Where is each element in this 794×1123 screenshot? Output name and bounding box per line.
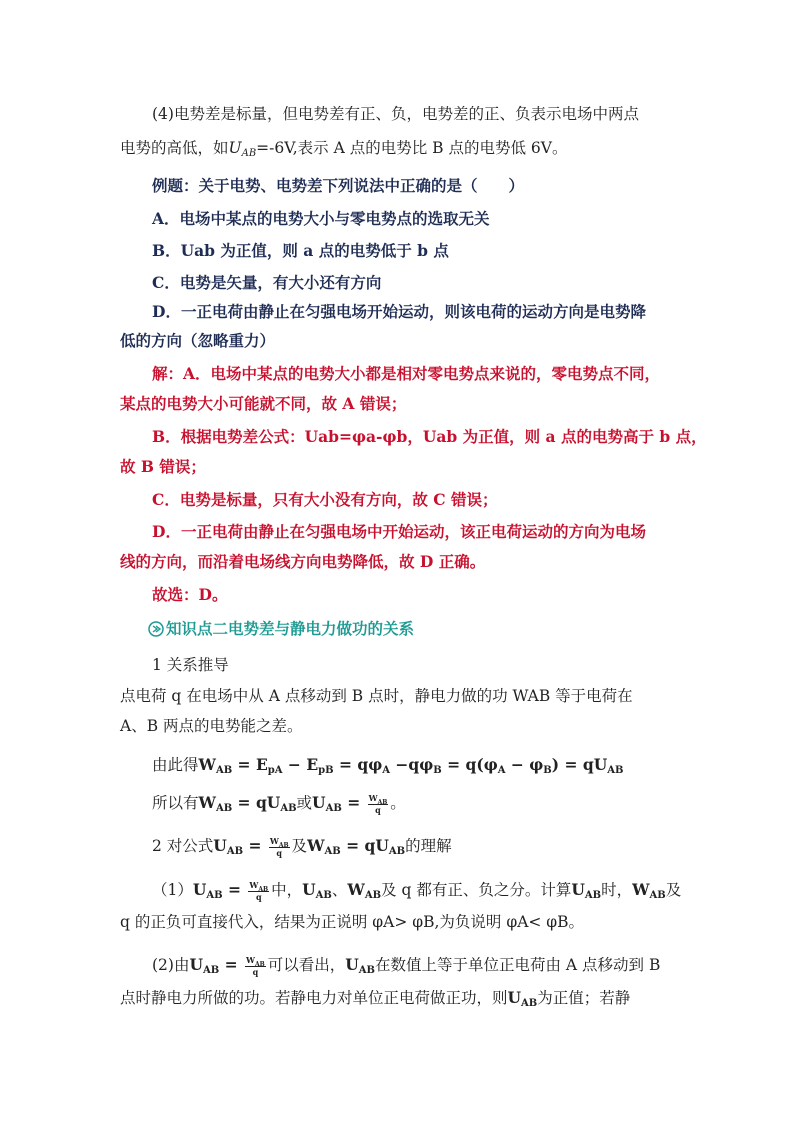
list-item: $(1)U_{AB}$ = $\frac{W_{AB}}{q}$ 中，$U_{AB}$、$W_{AB}$及 q 都有正、负之分。计算$U_{AB}$时，$W_{AB}$及 bbox=[152, 880, 682, 902]
paragraph-line: A、B 两点的电势能之差。 bbox=[120, 717, 303, 735]
subheading: 2 对公式$U_{AB}$ = $\frac{W_{AB}}{q}$ 及$W_{AB} = qU_{AB}$的理解 bbox=[152, 836, 452, 858]
formula-line bbox=[152, 793, 406, 814]
solution-line: 某点的电势大小可能就不同，故 A 错误； bbox=[120, 394, 407, 413]
option-d-cont: 低的方向（忽略重力） bbox=[120, 331, 276, 350]
text: 由此得 bbox=[152, 756, 199, 774]
option-b: B．Uab 为正值，则 a 点的电势低于 b 点 bbox=[152, 241, 449, 260]
solution-line: C．电势是标量，只有大小没有方向，故 C 错误； bbox=[152, 490, 498, 509]
formula-line bbox=[152, 755, 623, 775]
formula-w: $W_{AB} = qU_{AB}$ bbox=[198, 793, 297, 814]
option-a: A．电场中某点的电势大小与零电势点的选取无关 bbox=[152, 209, 490, 228]
solution-line: 故 B 错误； bbox=[120, 457, 206, 476]
list-item-cont: q 的正负可直接代入，结果为正说明 φA> φB,为负说明 φA< φB。 bbox=[120, 913, 585, 931]
section-heading bbox=[148, 619, 414, 639]
subheading: 1 关系推导 bbox=[152, 656, 229, 674]
paragraph-line bbox=[120, 138, 567, 158]
symbol-u: U bbox=[228, 139, 242, 157]
subscript: AB bbox=[241, 148, 257, 159]
text: 电势的高低，如 bbox=[120, 139, 229, 157]
solution-line: 解：A．电场中某点的电势大小都是相对零电势点来说的，零电势点不同， bbox=[152, 364, 661, 383]
option-d: D．一正电荷由静止在匀强电场开始运动，则该电荷的运动方向是电势降 bbox=[152, 302, 646, 321]
paragraph-line: 点电荷 q 在电场中从 A 点移动到 B 点时，静电力做的功 WAB 等于电荷在 bbox=[120, 687, 633, 705]
text: =-6V,表示 A 点的电势比 B 点的电势低 6V。 bbox=[256, 139, 568, 157]
solution-line: 线的方向，而沿着电场线方向电势降低，故 D 正确。 bbox=[120, 552, 486, 571]
formula-derivation: $W_{AB} = E_{pA} - E_{pB} = q\varphi_A -q\varphi_B = q(\varphi_A - \varphi_B) = qU_{AB}$ bbox=[198, 755, 624, 776]
list-item-cont: 点时静电力所做的功。若静电力对单位正电荷做正功，则$U_{AB}$为正值；若静 bbox=[120, 988, 631, 1009]
text: 或 bbox=[296, 794, 313, 812]
solution-answer: 故选：D。 bbox=[152, 585, 228, 604]
list-item: (2)由$U_{AB}$ = $\frac{W_{AB}}{q}$ 可以看出，$U_{AB}$在数值上等于单位正电荷由 A 点移动到 B bbox=[152, 955, 661, 977]
text: 。 bbox=[390, 794, 406, 812]
option-c: C．电势是矢量，有大小还有方向 bbox=[152, 273, 382, 292]
paragraph-line: (4)电势差是标量，但电势差有正、负，电势差的正、负表示电场中两点 bbox=[152, 105, 639, 123]
formula-u: $U_{AB}$ = $\frac{W_{AB}}{q}$ bbox=[312, 793, 388, 815]
formula-u: $U_{AB}$ = $\frac{W_{AB}}{q}$ bbox=[213, 836, 289, 858]
solution-line: B．根据电势差公式：Uab=φa-φb，Uab 为正值，则 a 点的电势高于 b 点， bbox=[152, 427, 707, 446]
solution-line: D．一正电荷由静止在匀强电场中开始运动，该正电荷运动的方向为电场 bbox=[152, 522, 646, 541]
text: 所以有 bbox=[152, 794, 199, 812]
formula-w: $W_{AB} = qU_{AB}$ bbox=[307, 836, 406, 857]
example-question: 例题：关于电势、电势差下列说法中正确的是（ ） bbox=[152, 176, 525, 195]
arrow-circle-icon bbox=[148, 621, 164, 637]
section-title: 知识点二电势差与静电力做功的关系 bbox=[166, 619, 415, 638]
